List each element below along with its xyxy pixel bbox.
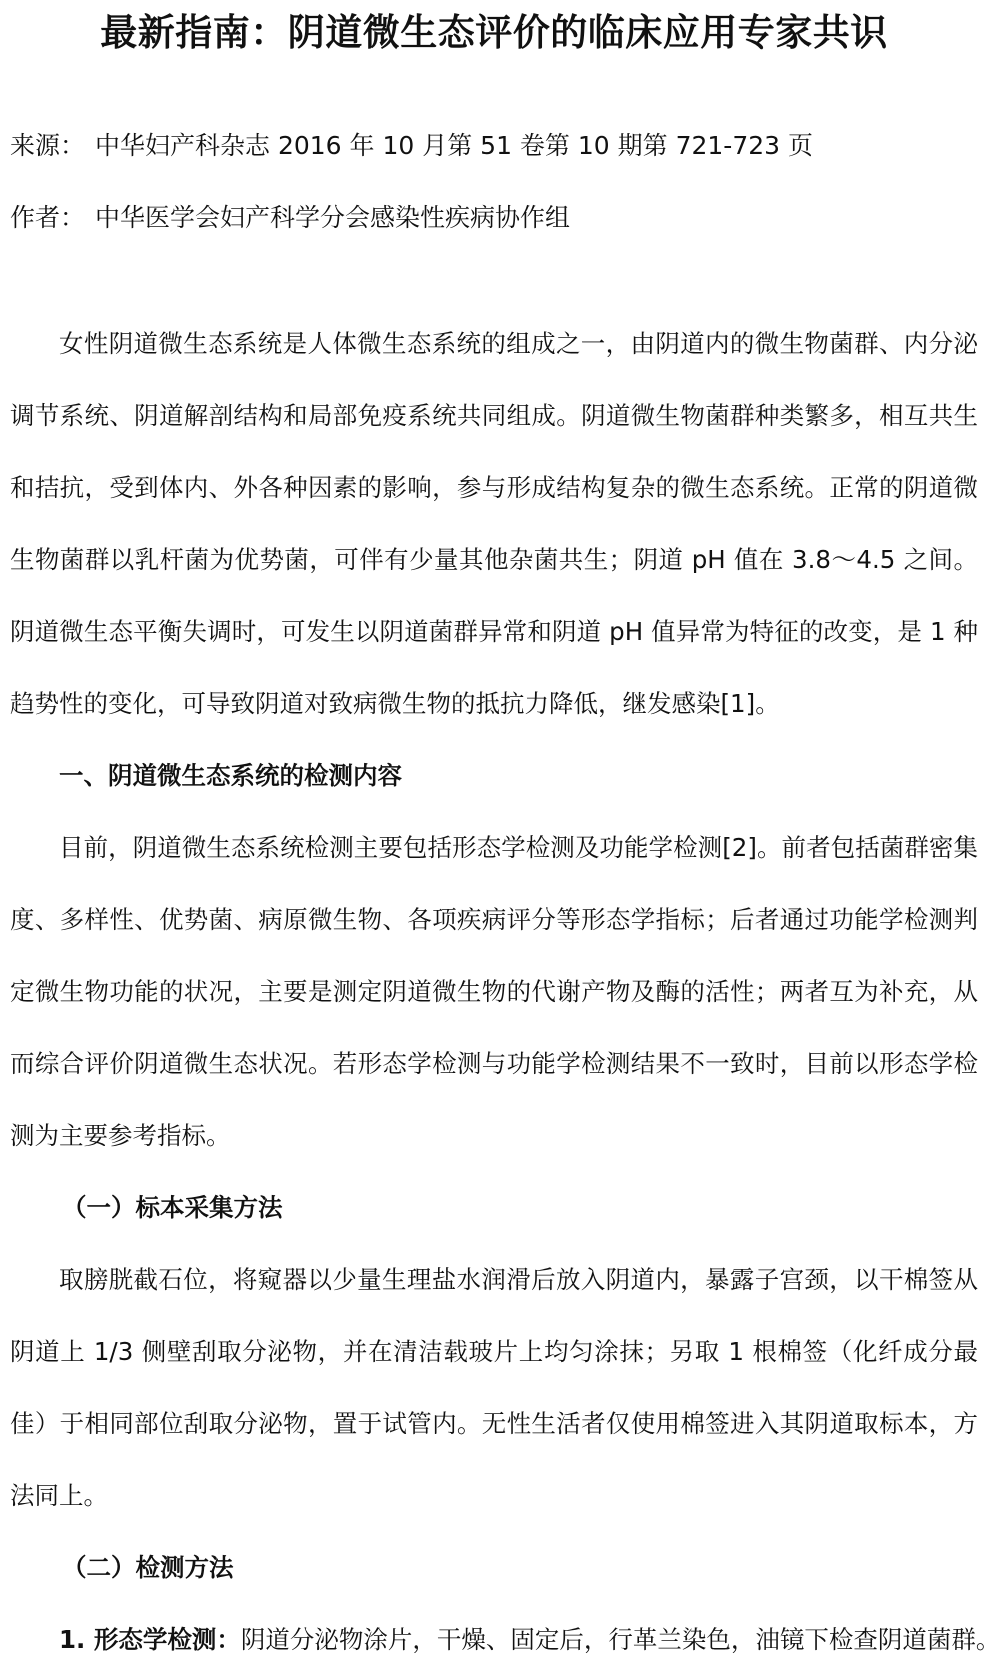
subheading-detection-methods: （二）检测方法 bbox=[62, 1553, 234, 1582]
source-value: 中华妇产科杂志 2016 年 10 月第 51 卷第 10 期第 721-723 页 bbox=[95, 131, 813, 160]
section-heading-detection-content: 一、阴道微生态系统的检测内容 bbox=[59, 761, 402, 790]
source-line bbox=[10, 128, 978, 164]
morphology-method-line bbox=[10, 1604, 1000, 1676]
morphology-method-text: 阴道分泌物涂片，干燥、固定后，行革兰染色，油镜下检查阴道菌群。 bbox=[240, 1625, 1000, 1654]
document-title: 最新指南：阴道微生态评价的临床应用专家共识 bbox=[100, 11, 888, 54]
author-value: 中华医学会妇产科学分会感染性疾病协作组 bbox=[95, 203, 571, 232]
subheading-sample-collection: （一）标本采集方法 bbox=[62, 1193, 283, 1222]
source-label: 来源： bbox=[10, 131, 86, 160]
intro-paragraph: 女性阴道微生态系统是人体微生态系统的组成之一，由阴道内的微生物菌群、内分泌调节系统、阴道解剖结构和局部免疫系统共同组成。阴道微生物菌群种类繁多，相互共生和拮抗，受到体内、外各种因素的影响，参与形成结构复杂的微生态系统。正常的阴道微生物菌群以乳杆菌为优势菌，可伴有少量其他杂菌共生；阴道 pH 值在 3.8～4.5 之间。阴道微生态平衡失调时，可发生以阴道菌群异常和阴道 pH 值异常为特征的改变，是 1 种趋势性的变化，可导致阴道对致病微生物的抵抗力降低，继发感染[1]。 bbox=[10, 329, 978, 718]
sample-collection-paragraph: 取膀胱截石位，将窥器以少量生理盐水润滑后放入阴道内，暴露子宫颈，以干棉签从阴道上 1/3 侧壁刮取分泌物，并在清洁载玻片上均匀涂抹；另取 1 根棉签（化纤成分最佳）于相同部位刮取分泌物，置于试管内。无性生活者仅使用棉签进入其阴道取标本，方法同上。 bbox=[10, 1265, 978, 1510]
author-label: 作者： bbox=[10, 203, 86, 232]
detection-content-paragraph: 目前，阴道微生态系统检测主要包括形态学检测及功能学检测[2]。前者包括菌群密集度、多样性、优势菌、病原微生物、各项疾病评分等形态学指标；后者通过功能学检测判定微生物功能的状况，主要是测定阴道微生物的代谢产物及酶的活性；两者互为补充，从而综合评价阴道微生态状况。若形态学检测与功能学检测结果不一致时，目前以形态学检测为主要参考指标。 bbox=[10, 833, 978, 1150]
morphology-method-label: 1. 形态学检测： bbox=[59, 1625, 241, 1654]
author-line bbox=[10, 200, 978, 236]
